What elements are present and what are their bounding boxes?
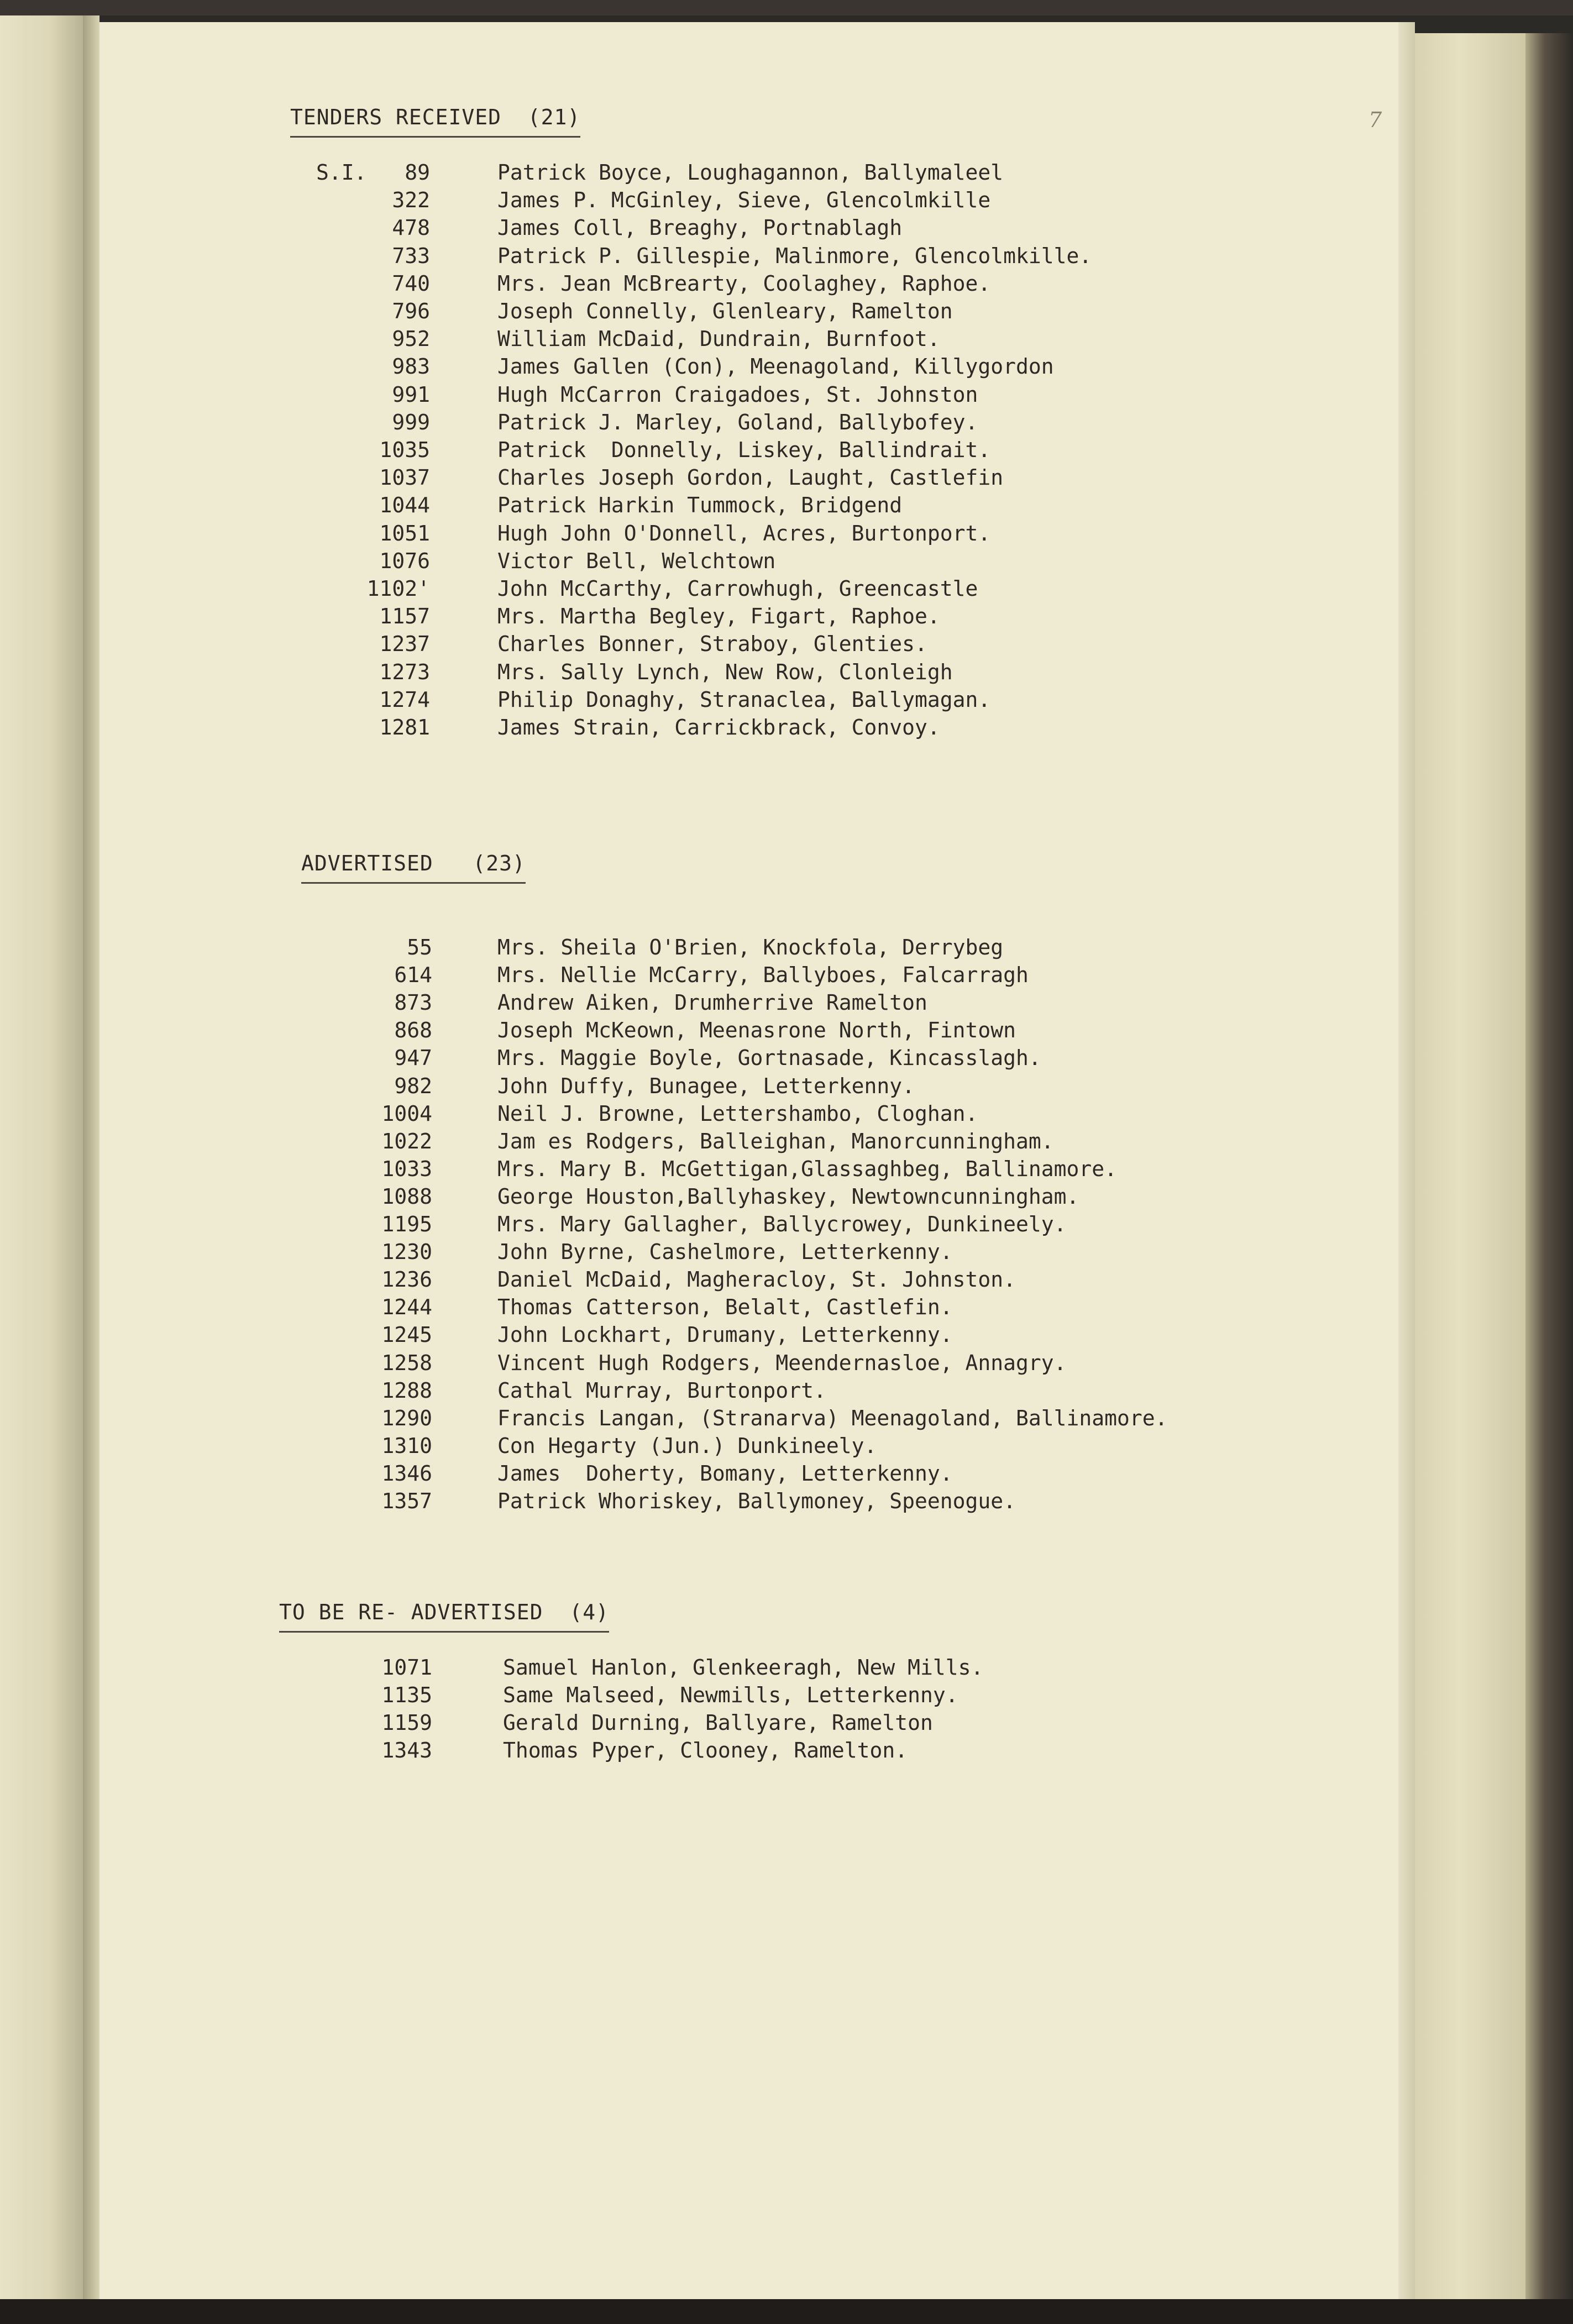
entry-number: 55 — [407, 935, 432, 959]
entry-text: Mrs. Martha Begley, Figart, Raphoe. — [497, 604, 940, 629]
entry-text: John McCarthy, Carrowhugh, Greencastle — [497, 576, 978, 601]
entry-text: Patrick Boyce, Loughagannon, Ballymaleel — [497, 160, 1004, 185]
entry-number: 1037 — [379, 465, 430, 490]
page-fold — [1398, 22, 1415, 2299]
entry-number: 1102' — [366, 576, 430, 601]
entry-number: 952 — [392, 327, 430, 352]
book-gutter — [83, 15, 99, 2299]
entry-number: 89 — [405, 160, 430, 185]
entry-number: 1157 — [379, 604, 430, 629]
entry-number: 999 — [392, 410, 430, 434]
entry-number: 1273 — [379, 659, 430, 684]
entry-number: 868 — [394, 1018, 432, 1043]
entry-number: 1236 — [381, 1267, 432, 1292]
entry-number: 740 — [392, 271, 430, 296]
entry-number: 1237 — [379, 632, 430, 657]
si-prefix: S.I. — [316, 160, 367, 185]
entry-number: 1230 — [381, 1240, 432, 1265]
entry-number: 1076 — [379, 548, 430, 573]
entry-text: Joseph Connelly, Glenleary, Ramelton — [497, 299, 953, 323]
page-number: 7 — [1368, 108, 1382, 132]
facing-page-edge — [0, 15, 83, 2299]
entry-text: James Doherty, Bomany, Letterkenny. — [497, 1461, 953, 1486]
entry-text: Charles Bonner, Straboy, Glenties. — [497, 632, 927, 657]
entry-text: John Lockhart, Drumany, Letterkenny. — [497, 1323, 953, 1347]
entry-text: Neil J. Browne, Lettershambo, Cloghan. — [497, 1101, 978, 1126]
entry-text: Joseph McKeown, Meenasrone North, Fintown — [497, 1018, 1016, 1043]
entry-text: James Coll, Breaghy, Portnablagh — [497, 216, 903, 240]
entry-text: Hugh John O'Donnell, Acres, Burtonport. — [497, 521, 991, 545]
entry-number: 1290 — [381, 1405, 432, 1430]
entry-number: 1159 — [381, 1711, 432, 1735]
entry-number: 1033 — [381, 1156, 432, 1181]
entry-number: 1343 — [381, 1738, 432, 1762]
entry-text: Mrs. Maggie Boyle, Gortnasade, Kincasslagh. — [497, 1046, 1041, 1071]
entry-number: 1244 — [381, 1295, 432, 1320]
advertised-heading: ADVERTISED (23) — [301, 851, 526, 884]
entry-text: Vincent Hugh Rodgers, Meendernasloe, Annagry. — [497, 1350, 1067, 1375]
entry-text: Francis Langan, (Stranarva) Meenagoland, Ballinamore. — [497, 1405, 1168, 1430]
entry-text: Mrs. Mary Gallagher, Ballycrowey, Dunkineely. — [497, 1212, 1067, 1236]
entry-number: 1245 — [381, 1323, 432, 1347]
entry-text: Andrew Aiken, Drumherrive Ramelton — [497, 990, 927, 1015]
entry-number: 873 — [394, 990, 432, 1015]
book-edge-bottom — [0, 2299, 1573, 2324]
entry-text: Cathal Murray, Burtonport. — [497, 1378, 826, 1403]
entry-number: 1088 — [381, 1184, 432, 1209]
entry-text: Gerald Durning, Ballyare, Ramelton — [503, 1711, 933, 1735]
entry-number: 991 — [392, 382, 430, 407]
entry-number: 1071 — [381, 1655, 432, 1680]
entry-text: Daniel McDaid, Magheracloy, St. Johnston. — [497, 1267, 1016, 1292]
entry-text: John Byrne, Cashelmore, Letterkenny. — [497, 1240, 953, 1265]
entry-number: 1135 — [381, 1683, 432, 1707]
entry-number: 1274 — [379, 687, 430, 712]
entry-text: Patrick J. Marley, Goland, Ballybofey. — [497, 410, 978, 434]
entry-text: Mrs. Sally Lynch, New Row, Clonleigh — [497, 659, 953, 684]
tenders-heading: TENDERS RECEIVED (21) — [290, 105, 580, 138]
book-cover-edge — [1525, 33, 1573, 2299]
entry-number: 1051 — [379, 521, 430, 545]
entry-text: Mrs. Mary B. McGettigan,Glassaghbeg, Ballinamore. — [497, 1156, 1118, 1181]
entry-number: 1258 — [381, 1350, 432, 1375]
entry-text: James Strain, Carrickbrack, Convoy. — [497, 715, 940, 739]
entry-number: 796 — [392, 299, 430, 323]
entry-number: 983 — [392, 354, 430, 379]
entry-text: Con Hegarty (Jun.) Dunkineely. — [497, 1433, 877, 1458]
entry-text: Jam es Rodgers, Balleighan, Manorcunningham. — [497, 1129, 1054, 1153]
entry-text: Samuel Hanlon, Glenkeeragh, New Mills. — [503, 1655, 984, 1680]
entry-text: Mrs. Jean McBrearty, Coolaghey, Raphoe. — [497, 271, 991, 296]
entry-number: 1288 — [381, 1378, 432, 1403]
entry-text: Patrick P. Gillespie, Malinmore, Glencolmkille. — [497, 243, 1092, 268]
entry-text: James P. McGinley, Sieve, Glencolmkille — [497, 188, 991, 213]
entry-number: 478 — [392, 216, 430, 240]
entry-number: 1195 — [381, 1212, 432, 1236]
entry-text: Mrs. Sheila O'Brien, Knockfola, Derrybeg — [497, 935, 1004, 959]
entry-number: 1310 — [381, 1433, 432, 1458]
entry-text: Thomas Pyper, Clooney, Ramelton. — [503, 1738, 908, 1762]
entry-number: 1044 — [379, 493, 430, 518]
entry-number: 982 — [394, 1073, 432, 1098]
entry-text: Mrs. Nellie McCarry, Ballyboes, Falcarragh — [497, 963, 1029, 988]
entry-text: William McDaid, Dundrain, Burnfoot. — [497, 327, 940, 352]
entry-text: Same Malseed, Newmills, Letterkenny. — [503, 1683, 958, 1707]
book-edge-top — [0, 0, 1573, 15]
entry-number: 614 — [394, 963, 432, 988]
entry-text: Hugh McCarron Craigadoes, St. Johnston — [497, 382, 978, 407]
entry-text: George Houston,Ballyhaskey, Newtowncunningham. — [497, 1184, 1079, 1209]
entry-number: 1004 — [381, 1101, 432, 1126]
entry-number: 1022 — [381, 1129, 432, 1153]
entry-number: 1346 — [381, 1461, 432, 1486]
entry-text: Philip Donaghy, Stranaclea, Ballymagan. — [497, 687, 991, 712]
entry-text: James Gallen (Con), Meenagoland, Killygordon — [497, 354, 1054, 379]
entry-text: Charles Joseph Gordon, Laught, Castlefin — [497, 465, 1004, 490]
entry-text: Thomas Catterson, Belalt, Castlefin. — [497, 1295, 953, 1320]
entry-text: Patrick Harkin Tummock, Bridgend — [497, 493, 903, 518]
entry-text: Victor Bell, Welchtown — [497, 548, 776, 573]
page-stack-edge — [1415, 33, 1525, 2299]
entry-number: 1357 — [381, 1489, 432, 1513]
readvertise-heading: TO BE RE- ADVERTISED (4) — [279, 1600, 609, 1633]
entry-text: Patrick Donnelly, Liskey, Ballindrait. — [497, 438, 991, 462]
entry-number: 733 — [392, 243, 430, 268]
entry-text: Patrick Whoriskey, Ballymoney, Speenogue. — [497, 1489, 1016, 1513]
entry-number: 322 — [392, 188, 430, 213]
entry-number: 947 — [394, 1046, 432, 1071]
entry-text: John Duffy, Bunagee, Letterkenny. — [497, 1073, 915, 1098]
entry-number: 1035 — [379, 438, 430, 462]
entry-number: 1281 — [379, 715, 430, 739]
